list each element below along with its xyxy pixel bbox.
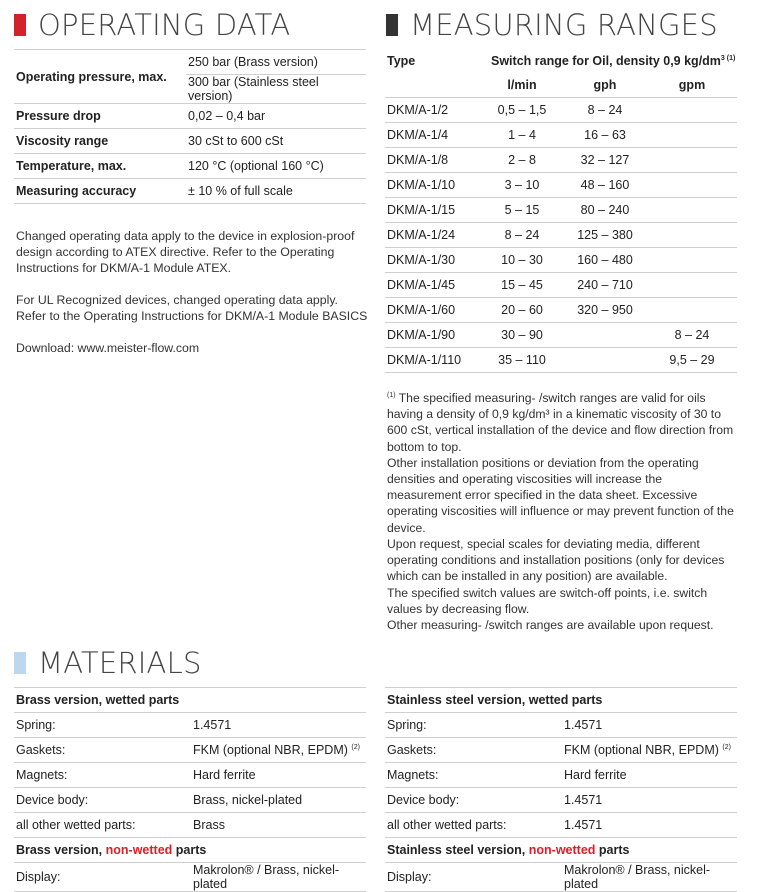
row-label: Display: (14, 863, 191, 892)
ul-note: For UL Recognized devices, changed operating data apply. Refer to the Operating Instructions for DKM/A-1 Module BASICS (16, 293, 368, 324)
row-value: ± 10 % of full scale (186, 179, 366, 204)
range-row (385, 323, 737, 348)
range-row (385, 223, 737, 248)
type-cell: DKM/A-1/15 (385, 198, 479, 223)
row-label: Measuring accuracy (14, 179, 186, 204)
lmin-cell: 20 – 60 (479, 298, 563, 323)
measuring-ranges-heading (386, 8, 718, 42)
gph-cell: 125 – 380 (563, 223, 645, 248)
type-cell: DKM/A-1/110 (385, 348, 479, 373)
row-value: Hard ferrite (562, 763, 737, 788)
gpm-cell (645, 173, 737, 198)
type-cell: DKM/A-1/8 (385, 148, 479, 173)
gpm-cell (645, 223, 737, 248)
atex-note: Changed operating data apply to the device in explosion-proof design according to ATEX directive. Refer to the Operating Instructions for DKM/A-1 Module ATEX. (16, 229, 355, 276)
lmin-cell: 15 – 45 (479, 273, 563, 298)
type-cell: DKM/A-1/2 (385, 98, 479, 123)
row-value: Makrolon® / Brass, nickel-plated (562, 863, 737, 892)
row-value: Brass (191, 813, 366, 838)
row-value: Hard ferrite (191, 763, 366, 788)
row-label: Pressure drop (14, 104, 186, 129)
row-label: Device body: (14, 788, 191, 813)
type-cell: DKM/A-1/10 (385, 173, 479, 198)
type-cell: DKM/A-1/4 (385, 123, 479, 148)
gpm-cell (645, 148, 737, 173)
brass-materials-table (14, 687, 366, 892)
steel-materials-table (385, 687, 737, 892)
row-label: Display: (385, 863, 562, 892)
group-header: Stainless steel version, wetted parts (385, 688, 737, 713)
row-value: 1.4571 (562, 813, 737, 838)
row-value: Brass, nickel-plated (191, 788, 366, 813)
section-marker (14, 652, 26, 674)
row-label: Viscosity range (14, 129, 186, 154)
gph-cell: 16 – 63 (563, 123, 645, 148)
lmin-cell: 1 – 4 (479, 123, 563, 148)
section-marker (386, 14, 398, 36)
gpm-cell: 8 – 24 (645, 323, 737, 348)
group-header: Brass version, wetted parts (14, 688, 366, 713)
gpm-cell (645, 198, 737, 223)
row-value: 1.4571 (191, 713, 366, 738)
gph-cell: 80 – 240 (563, 198, 645, 223)
footnote-p: Other measuring- /switch ranges are available upon request. (387, 617, 714, 632)
section-title: MEASURING RANGES (410, 8, 718, 42)
type-cell: DKM/A-1/60 (385, 298, 479, 323)
row-label: Temperature, max. (14, 154, 186, 179)
pressure-value: 300 bar (Stainless steel version) (186, 75, 366, 104)
type-cell: DKM/A-1/30 (385, 248, 479, 273)
section-title: OPERATING DATA (38, 8, 291, 42)
row-label: Magnets: (385, 763, 562, 788)
type-header: Type (387, 54, 416, 68)
lmin-cell: 10 – 30 (479, 248, 563, 273)
row-label: all other wetted parts: (14, 813, 191, 838)
unit-header: gph (563, 73, 645, 98)
row-value: 1.4571 (562, 788, 737, 813)
materials-heading (14, 646, 202, 680)
lmin-cell: 35 – 110 (479, 348, 563, 373)
operating-data-table (14, 49, 366, 204)
type-cell: DKM/A-1/90 (385, 323, 479, 348)
range-row (385, 248, 737, 273)
pressure-label: Operating pressure, max. (14, 50, 186, 104)
lmin-cell: 2 – 8 (479, 148, 563, 173)
row-label: Spring: (385, 713, 562, 738)
gph-cell: 48 – 160 (563, 173, 645, 198)
footnote-p: $^{(1)}$ The specified measuring- /switch ranges are valid for oils having a density of 0,9 kg/dm³ in a kinematic viscosity of 30 to 600 cSt, vertical installation of the device and flow direction from bottom to top. (387, 391, 734, 454)
range-row (385, 273, 737, 298)
gph-cell (563, 323, 645, 348)
range-row (385, 173, 737, 198)
unit-header: gpm (645, 73, 737, 98)
row-value: Makrolon® / Brass, nickel-plated (191, 863, 366, 892)
row-value: 120 °C (optional 160 °C) (186, 154, 366, 179)
gpm-cell (645, 298, 737, 323)
gpm-cell (645, 248, 737, 273)
row-label: Magnets: (14, 763, 191, 788)
range-row (385, 198, 737, 223)
section-title: MATERIALS (38, 646, 202, 680)
section-marker (14, 14, 26, 36)
gph-cell: 320 – 950 (563, 298, 645, 323)
footnote-p: Other installation positions or deviation from the operating densities and operating viscosities will increase the measurement error specified in the data sheet. Excessive operating viscosities will influence or may prevent function of the device. (387, 455, 734, 535)
lmin-cell: 0,5 – 1,5 (479, 98, 563, 123)
row-label: Gaskets: (385, 738, 562, 763)
pressure-value: 250 bar (Brass version) (186, 50, 366, 75)
range-row (385, 148, 737, 173)
footnote-p: The specified switch values are switch-off points, i.e. switch values by decreasing flow. (387, 585, 708, 616)
row-label: Spring: (14, 713, 191, 738)
footnote-p: Upon request, special scales for deviating media, different operating conditions and installation positions (only for devices which can be installed in any position) are available. (387, 536, 725, 584)
lmin-cell: 3 – 10 (479, 173, 563, 198)
footnote (387, 388, 739, 633)
measuring-rows (385, 98, 737, 373)
lmin-cell: 30 – 90 (479, 323, 563, 348)
group-header: Brass version, non-wetted parts (14, 838, 366, 863)
operating-data-heading (14, 8, 290, 42)
gph-cell: 160 – 480 (563, 248, 645, 273)
row-value: 30 cSt to 600 cSt (186, 129, 366, 154)
gph-cell: 8 – 24 (563, 98, 645, 123)
gph-cell: 240 – 710 (563, 273, 645, 298)
group-header: Stainless steel version, non-wetted parts (385, 838, 737, 863)
type-cell: DKM/A-1/45 (385, 273, 479, 298)
row-value: FKM (optional NBR, EPDM) $^{(2)}$ (562, 738, 737, 763)
gph-cell: 32 – 127 (563, 148, 645, 173)
measuring-ranges-table (385, 49, 737, 373)
switch-range-header: Switch range for Oil, density 0,9 $kg/dm^{3 (1)}$ (491, 54, 736, 68)
gpm-cell (645, 273, 737, 298)
range-row (385, 123, 737, 148)
gpm-cell: 9,5 – 29 (645, 348, 737, 373)
unit-header: l/min (479, 73, 563, 98)
row-value: 0,02 – 0,4 bar (186, 104, 366, 129)
gpm-cell (645, 98, 737, 123)
lmin-cell: 8 – 24 (479, 223, 563, 248)
range-row (385, 298, 737, 323)
range-row (385, 98, 737, 123)
lmin-cell: 5 – 15 (479, 198, 563, 223)
download-link[interactable]: Download: www.meister-flow.com (16, 341, 200, 355)
row-value: FKM (optional NBR, EPDM) $^{(2)}$ (191, 738, 366, 763)
gph-cell (563, 348, 645, 373)
row-label: Gaskets: (14, 738, 191, 763)
type-cell: DKM/A-1/24 (385, 223, 479, 248)
row-value: 1.4571 (562, 713, 737, 738)
range-row (385, 348, 737, 373)
row-label: all other wetted parts: (385, 813, 562, 838)
gpm-cell (645, 123, 737, 148)
row-label: Device body: (385, 788, 562, 813)
